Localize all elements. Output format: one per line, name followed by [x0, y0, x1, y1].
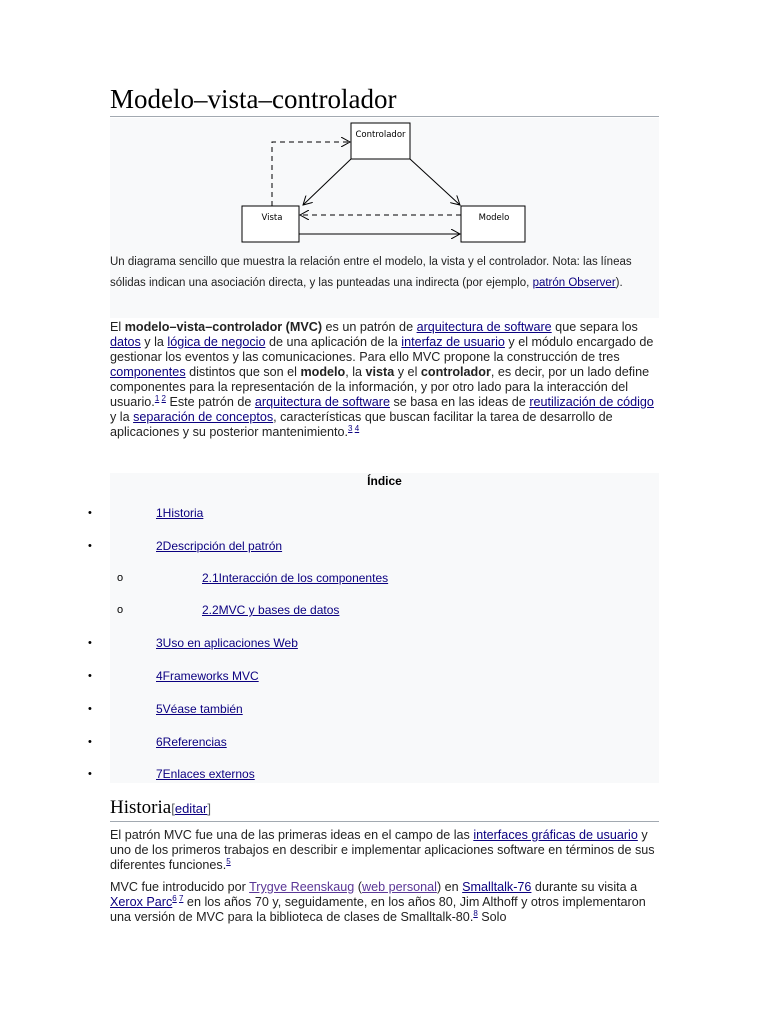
- historia-paragraph-1: El patrón MVC fue una de las primeras ideas en el campo de las interfaces gráficas de usuario y uno de los primeros trabajos en describir e implementar aplicaciones software en términos de sus diferentes funciones.$^5$: [110, 828, 655, 872]
- arquitectura-software-link[interactable]: arquitectura de software: [416, 320, 552, 334]
- toc-title: Índice: [367, 474, 402, 488]
- xerox-parc-link[interactable]: Xerox Parc: [110, 895, 173, 909]
- toc-item-frameworks[interactable]: 4Frameworks MVC: [156, 669, 259, 683]
- arquitectura-software-link-2[interactable]: arquitectura de software: [254, 395, 390, 409]
- separacion-conceptos-link[interactable]: separación de conceptos: [133, 410, 274, 424]
- historia-paragraph-2: MVC fue introducido por Trygve Reenskaug (web personal) en Smalltalk-76 durante su visita a Xerox Parc$^{6 7}$ en los años 70 y, seguidamente, en los años 80, Jim Althoff y otros implementaron una versión de MVC para la biblioteca de clases de Smalltalk-80.$^8$ Solo: [110, 880, 646, 924]
- ref-link[interactable]: 7: [178, 893, 184, 903]
- controller-to-model-arrow: [410, 159, 460, 205]
- toc-item-uso-web[interactable]: 3Uso en aplicaciones Web: [156, 636, 298, 650]
- toc-bullet: •: [88, 670, 92, 682]
- controller-label: Controlador: [355, 130, 406, 140]
- toc-item-enlaces[interactable]: 7Enlaces externos: [156, 767, 255, 781]
- toc-sub-bullet: o: [117, 604, 124, 616]
- toc-item-interaccion[interactable]: 2.1Interacción de los componentes: [202, 571, 389, 585]
- ref-link[interactable]: 4: [354, 423, 360, 433]
- componentes-link[interactable]: componentes: [110, 365, 186, 379]
- toc-item-descripcion[interactable]: 2Descripción del patrón: [156, 539, 283, 553]
- smalltalk-76-link[interactable]: Smalltalk-76: [462, 880, 532, 894]
- ref-link[interactable]: 6: [172, 893, 177, 903]
- trygve-reenskaug-link[interactable]: Trygve Reenskaug: [249, 880, 355, 894]
- ref-link[interactable]: 1: [154, 393, 160, 403]
- web-personal-link[interactable]: web personal: [362, 880, 437, 894]
- ref-link[interactable]: 3: [348, 423, 353, 433]
- ref-link[interactable]: 5: [226, 856, 231, 866]
- view-box: [242, 206, 299, 242]
- toc-sub-bullet: o: [117, 572, 124, 584]
- toc-item-historia[interactable]: 1Historia: [156, 506, 204, 520]
- intro-paragraph: El modelo–vista–controlador (MVC) es un patrón de arquitectura de software que separa los datos y la lógica de negocio de una aplicación de la interfaz de usuario y el módulo encargado de gestionar los eventos y las comunicaciones. Para ello MVC propone la construcción de tres componentes distintos que son el modelo, la vista y el controlador, es decir, por un lado define componentes para la representación de la información, y por otro lado para la interacción del usuario.$^{1 2}$ Este patrón de arquitectura de software se basa en las ideas de reutilización de código y la separación de conceptos, características que buscan facilitar la tarea de desarrollo de aplicaciones y su posterior mantenimiento.$^{3 4}$: [110, 320, 654, 439]
- toc-bullet: •: [88, 703, 92, 715]
- controller-to-view-arrow: [303, 159, 351, 205]
- toc-item-referencias[interactable]: 6Referencias: [156, 735, 227, 749]
- interfaces-graficas-link[interactable]: interfaces gráficas de usuario: [473, 828, 638, 842]
- patron-observer-link[interactable]: patrón Observer: [532, 277, 616, 289]
- toc-item-vease[interactable]: 5Véase también: [156, 702, 243, 716]
- toc-bullet: •: [88, 507, 92, 519]
- logica-negocio-link[interactable]: lógica de negocio: [167, 335, 266, 349]
- page-title: Modelo–vista–controlador: [110, 82, 659, 117]
- view-label: Vista: [261, 213, 283, 223]
- toc-bullet: •: [88, 540, 92, 552]
- edit-section-link[interactable]: editar: [174, 801, 208, 816]
- figure-caption: Un diagrama sencillo que muestra la relación entre el modelo, la vista y el controlador. Nota: las líneas sólidas indican una asociación directa, y las punteadas una indirecta (por ejemplo, patrón Observer).: [110, 256, 632, 289]
- model-label: Modelo: [478, 213, 510, 223]
- reutilizacion-codigo-link[interactable]: reutilización de código: [529, 395, 654, 409]
- section-heading-historia: Historia[editar]: [110, 796, 659, 822]
- model-box: [461, 206, 525, 242]
- ref-link[interactable]: 2: [161, 393, 166, 403]
- toc-item-bases-datos[interactable]: 2.2MVC y bases de datos: [202, 603, 340, 617]
- toc-bullet: •: [88, 768, 92, 780]
- view-to-controller-dashed-arrow: [272, 142, 350, 206]
- toc-bullet: •: [88, 736, 92, 748]
- datos-link[interactable]: datos: [110, 335, 141, 349]
- controller-box: [351, 123, 410, 159]
- mvc-diagram: [110, 118, 659, 253]
- ref-link[interactable]: 8: [473, 908, 478, 918]
- interfaz-usuario-link[interactable]: interfaz de usuario: [401, 335, 505, 349]
- toc-bullet: •: [88, 637, 92, 649]
